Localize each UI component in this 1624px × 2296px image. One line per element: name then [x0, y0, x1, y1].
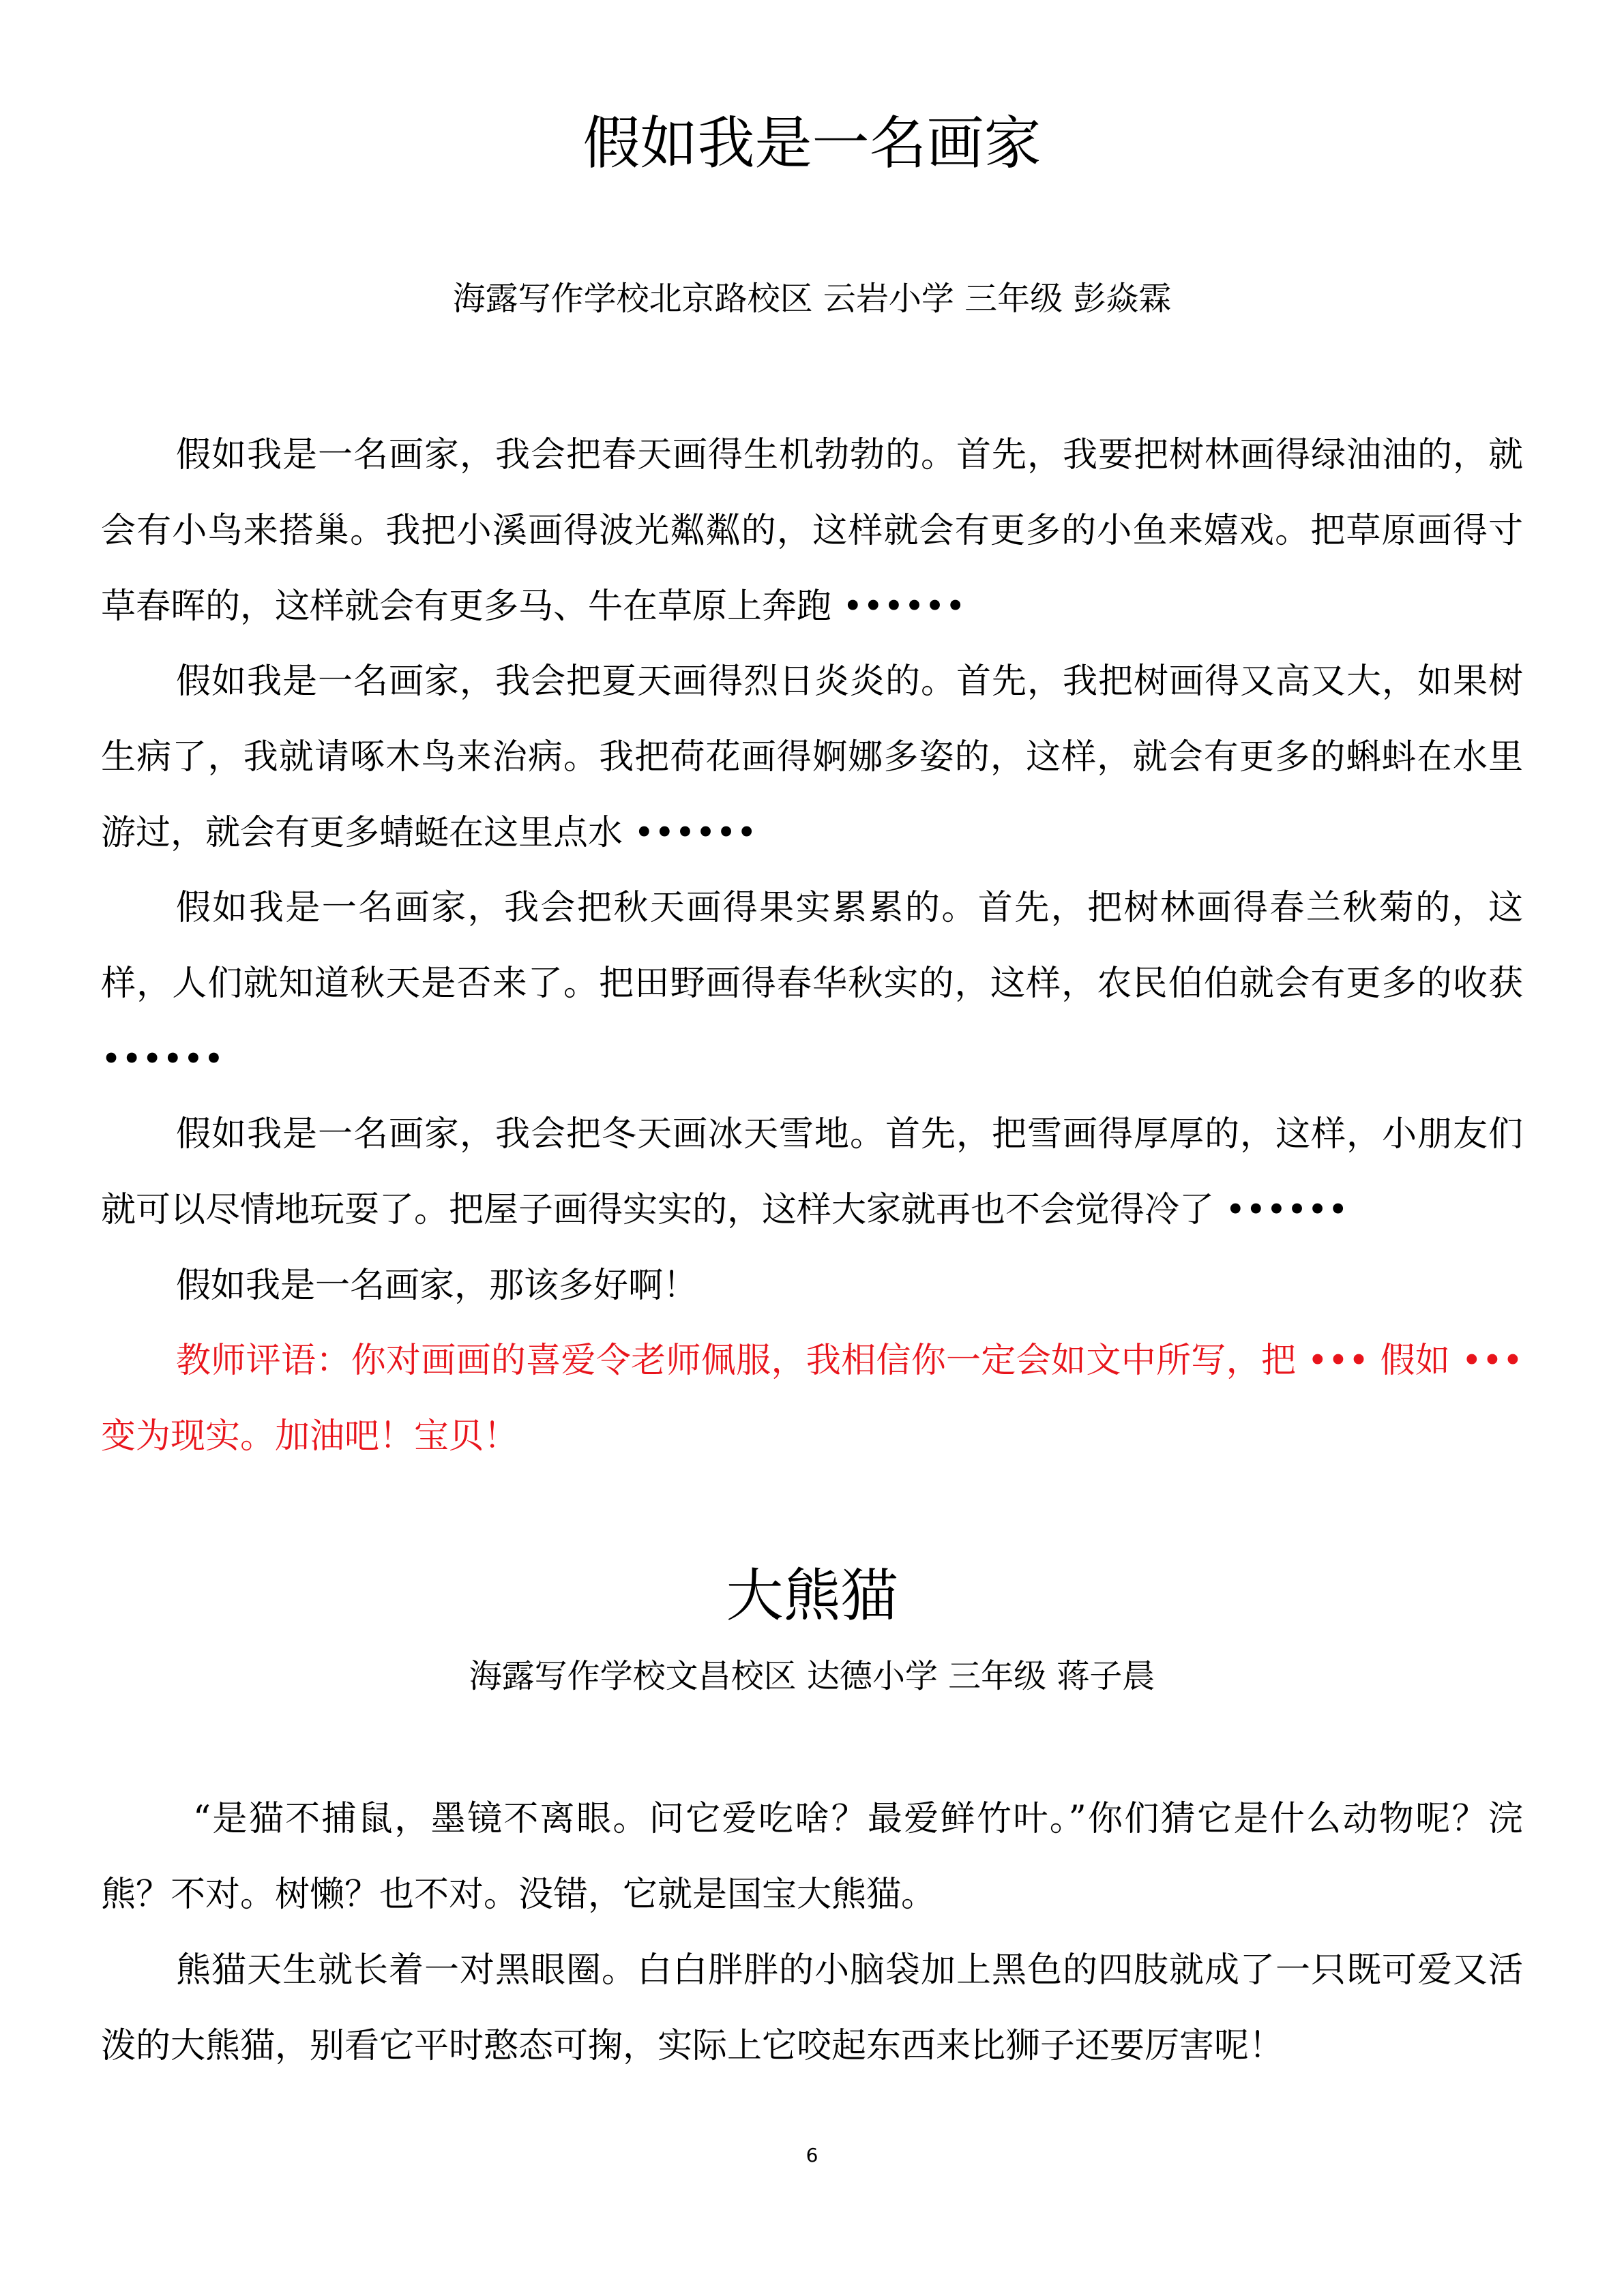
essay1-title: 假如我是一名画家	[582, 110, 1042, 177]
essay1-paragraph-3: 假如我是一名画家，我会把秋天画得果实累累的。首先，把树林画得春兰秋菊的，这样，人们就知道秋天是否来了。把田野画得春华秋实的，这样，农民伯伯就会有更多的收获 ••••••	[101, 888, 1523, 1079]
essay2-byline: 海露写作学校文昌校区 达德小学 三年级 蒋子晨	[469, 1657, 1155, 1695]
teacher-comment: 教师评语：你对画画的喜爱令老师佩服，我相信你一定会如文中所写，把 ••• 假如 ••• 变为现实。加油吧！宝贝！	[101, 1341, 1523, 1457]
essay2-paragraph-1: “是猫不捕鼠，墨镜不离眼。问它爱吃啥？最爱鲜竹叶。”你们猜它是什么动物呢？浣熊？不对。树懒？也不对。没错，它就是国宝大熊猫。	[101, 1799, 1523, 1915]
essay1-paragraph-1: 假如我是一名画家，我会把春天画得生机勃勃的。首先，我要把树林画得绿油油的，就会有小鸟来搭巢。我把小溪画得波光粼粼的，这样就会有更多的小鱼来嬉戏。把草原画得寸草春晖的，这样就会有更多马、牛在草原上奔跑 ••••••	[101, 435, 1523, 627]
essay1-paragraph-4: 假如我是一名画家，我会把冬天画冰天雪地。首先，把雪画得厚厚的，这样，小朋友们就可以尽情地玩耍了。把屋子画得实实的，这样大家就再也不会觉得冷了 ••••••	[101, 1114, 1523, 1230]
essay1-paragraph-5: 假如我是一名画家，那该多好啊！	[176, 1266, 698, 1306]
essay2-paragraph-2: 熊猫天生就长着一对黑眼圈。白白胖胖的小脑袋加上黑色的四肢就成了一只既可爱又活泼的大熊猫，别看它平时憨态可掬，实际上它咬起东西来比狮子还要厉害呢！	[101, 1950, 1523, 2066]
page-number: 6	[806, 2144, 818, 2166]
essay1-byline: 海露写作学校北京路校区 云岩小学 三年级 彭焱霖	[452, 280, 1172, 318]
essay2-title: 大熊猫	[726, 1562, 898, 1629]
essay1-paragraph-2: 假如我是一名画家，我会把夏天画得烈日炎炎的。首先，我把树画得又高又大，如果树生病了，我就请啄木鸟来治病。我把荷花画得婀娜多姿的，这样，就会有更多的蝌蚪在水里游过，就会有更多蜻蜓在这里点水 ••••••	[101, 661, 1523, 853]
